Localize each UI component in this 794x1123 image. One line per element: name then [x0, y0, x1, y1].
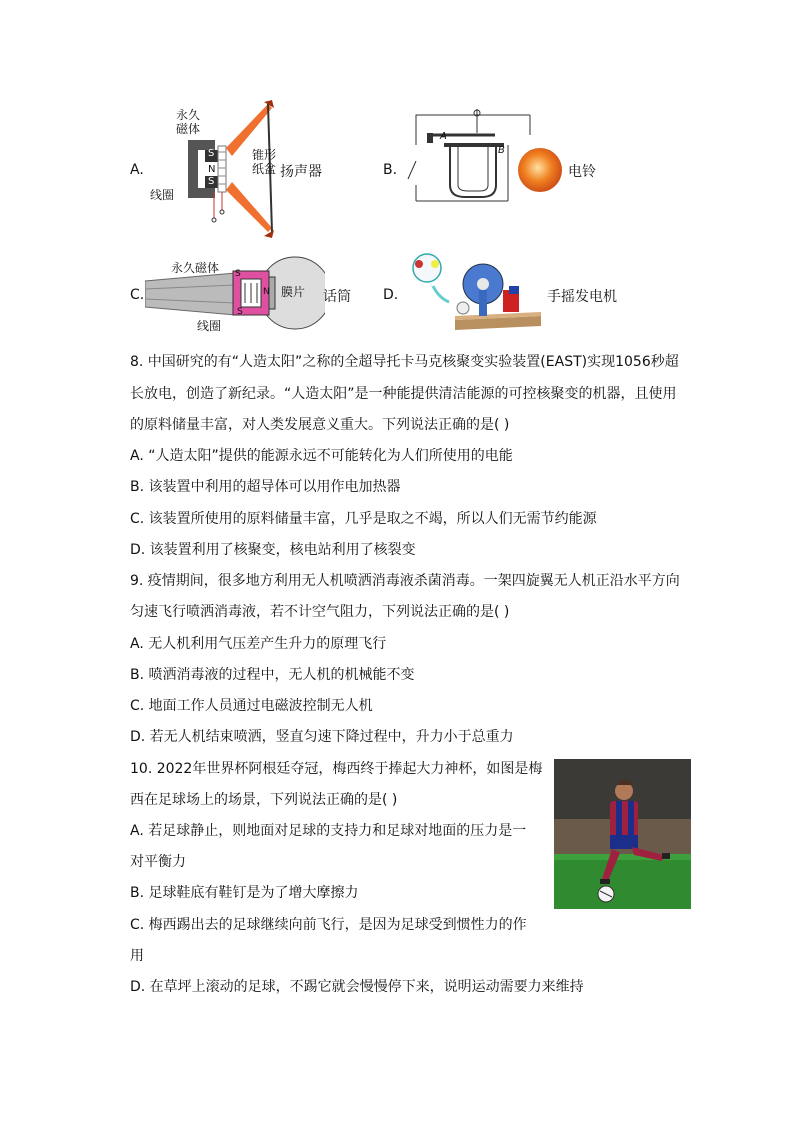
q9-stem-line-2: 匀速飞行喷洒消毒液，若不计空气阻力，下列说法正确的是( ) — [130, 604, 510, 620]
option-c-letter: C. — [130, 287, 145, 303]
q9-option-a: A. 无人机利用气压差产生升力的原理飞行 — [130, 636, 387, 652]
q10-stem-line-1: 10. 2022年世界杯阿根廷夺冠，梅西终于捧起大力神杯，如图是梅 — [130, 761, 543, 777]
hand-crank-generator-image — [405, 250, 545, 335]
microphone-diagram — [145, 255, 325, 335]
loudspeaker-diagram — [150, 100, 280, 240]
q9-stem-line-1: 9. 疫情期间，很多地方利用无人机喷洒消毒液杀菌消毒。一架四旋翼无人机正沿水平方向 — [130, 573, 680, 589]
q8-stem-line-3: 的原料储量丰富，对人类发展意义重大。下列说法正确的是( ) — [130, 417, 510, 433]
label-a: A — [440, 131, 447, 142]
option-b-letter: B. — [383, 162, 398, 178]
option-c-caption: 话筒 — [323, 289, 351, 305]
label-mic-s1: S — [235, 269, 241, 279]
q9-option-d: D. 若无人机结束喷洒，竖直匀速下降过程中，升力小于总重力 — [130, 729, 514, 745]
option-b-caption: 电铃 — [568, 164, 596, 180]
label-diaphragm: 膜片 — [281, 285, 306, 299]
q10-option-d: D. 在草坪上滚动的足球，不踢它就会慢慢停下来，说明运动需要力来维持 — [130, 979, 584, 995]
q9-option-c: C. 地面工作人员通过电磁波控制无人机 — [130, 698, 373, 714]
option-d-letter: D. — [383, 287, 399, 303]
label-s-bottom: S — [208, 176, 215, 187]
q9-option-b: B. 喷洒消毒液的过程中，无人机的机械能不变 — [130, 667, 415, 683]
q8-option-d: D. 该装置利用了核聚变，核电站利用了核裂变 — [130, 542, 416, 558]
q8-stem-line-2: 长放电，创造了新纪录。“人造太阳”是一种能提供清洁能源的可控核聚变的机器，且使用 — [130, 386, 677, 402]
option-a-caption: 扬声器 — [280, 164, 322, 180]
q8-option-c: C. 该装置所使用的原料储量丰富，几乎是取之不竭，所以人们无需节约能源 — [130, 511, 597, 527]
q10-stem-line-2: 西在足球场上的场景，下列说法正确的是( ) — [130, 792, 398, 808]
q8-option-b: B. 该装置中利用的超导体可以用作电加热器 — [130, 479, 401, 495]
label-mic-s2: S — [237, 307, 243, 317]
q10-option-b: B. 足球鞋底有鞋钉是为了增大摩擦力 — [130, 885, 359, 901]
label-cone: 锥形 纸盆 — [252, 148, 277, 176]
q8-stem-line-1: 8. 中国研究的有“人造太阳”之称的全超导托卡马克核聚变实验装置(EAST)实现1056秒超 — [130, 354, 679, 370]
label-magnet: 永久 磁体 — [176, 108, 201, 136]
label-s-top: S — [208, 148, 215, 159]
label-mic-magnet: 永久磁体 — [171, 261, 220, 275]
label-mic-coil: 线圈 — [197, 319, 222, 333]
q10-option-c-line-1: C. 梅西踢出去的足球继续向前飞行，是因为足球受到惯性力的作 — [130, 917, 527, 933]
q8-option-a: A. “人造太阳”提供的能源永远不可能转化为人们所使用的电能 — [130, 448, 513, 464]
q10-option-c-line-2: 用 — [130, 948, 144, 964]
q10-option-a-line-1: A. 若足球静止，则地面对足球的支持力和足球对地面的压力是一 — [130, 823, 527, 839]
label-n: N — [208, 164, 216, 175]
q10-option-a-line-2: 对平衡力 — [130, 854, 186, 870]
label-mic-n: N — [263, 287, 270, 297]
bell-icon — [518, 148, 562, 192]
option-a-letter: A. — [130, 162, 144, 178]
label-b: B — [498, 145, 505, 156]
football-player-photo — [554, 759, 691, 909]
label-coil: 线圈 — [150, 188, 175, 202]
option-d-caption: 手摇发电机 — [547, 289, 617, 305]
